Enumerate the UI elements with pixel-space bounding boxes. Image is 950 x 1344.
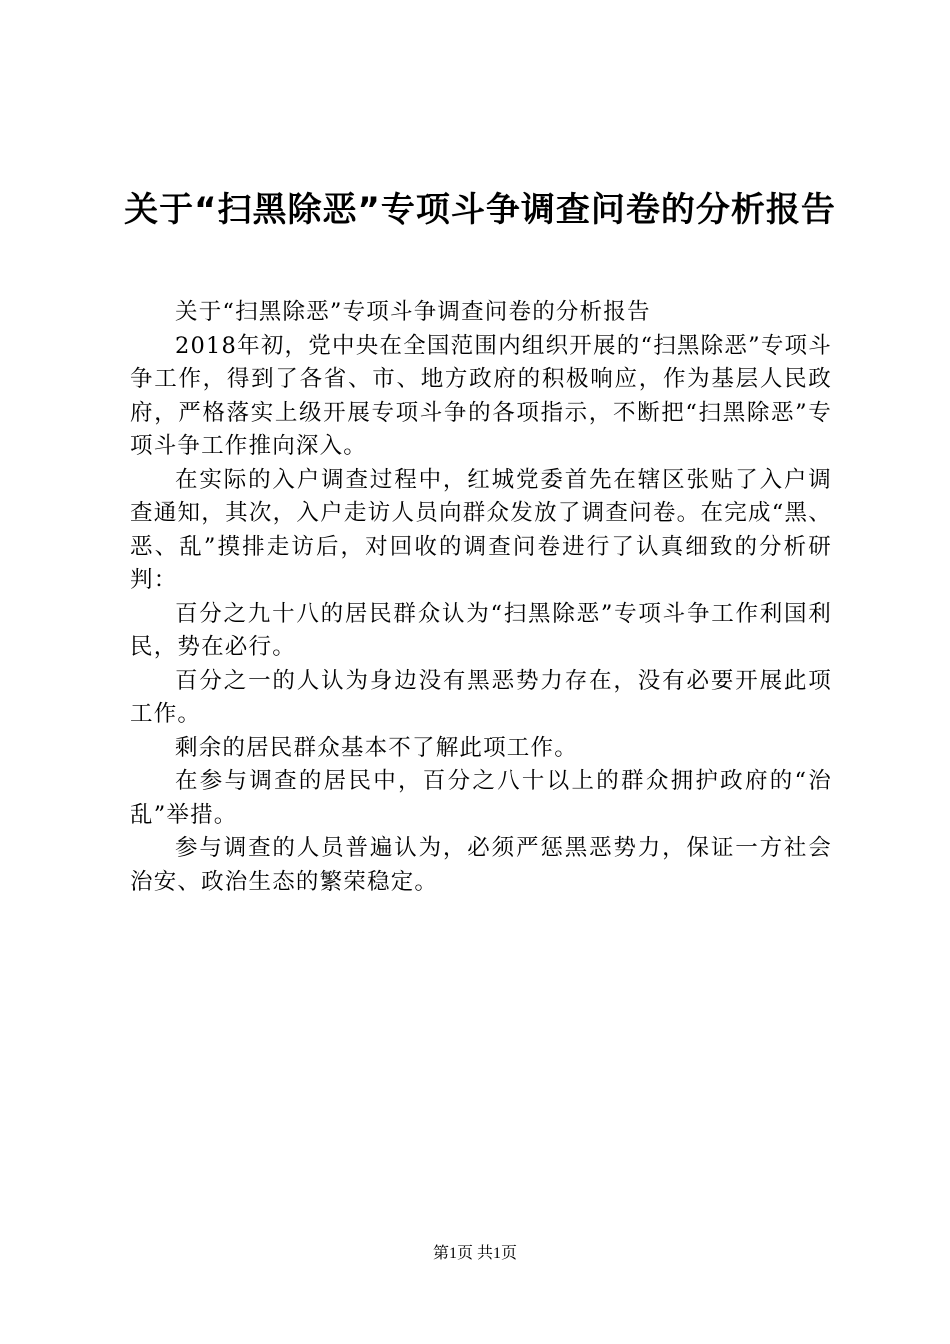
paragraph-finding-1-percent: 百分之一的人认为身边没有黑恶势力存在，没有必要开展此项工作。 bbox=[130, 667, 832, 727]
paragraph-conclusion: 参与调查的人员普遍认为，必须严惩黑恶势力，保证一方社会治安、政治生态的繁荣稳定。 bbox=[130, 835, 832, 895]
paragraph-finding-80-percent: 在参与调查的居民中，百分之八十以上的群众拥护政府的“治乱”举措。 bbox=[130, 768, 832, 828]
paragraph-finding-remaining: 剩余的居民群众基本不了解此项工作。 bbox=[175, 734, 578, 761]
paragraph-finding-98-percent: 百分之九十八的居民群众认为“扫黑除恶”专项斗争工作利国利民，势在必行。 bbox=[130, 600, 832, 660]
page-number-footer: 第1页 共1页 bbox=[432, 1245, 517, 1262]
paragraph-survey-process: 在实际的入户调查过程中，红城党委首先在辖区张贴了入户调查通知，其次，入户走访人员向群众发放了调查问卷。在完成“黑、恶、乱”摸排走访后，对回收的调查问卷进行了认真细致的分析研判： bbox=[130, 466, 832, 593]
document-body bbox=[130, 296, 832, 899]
document-title: 关于“扫黑除恶”专项斗争调查问卷的分析报告 bbox=[124, 190, 836, 230]
paragraph-heading-repeat: 关于“扫黑除恶”专项斗争调查问卷的分析报告 bbox=[175, 299, 651, 325]
paragraph-background: 2018年初，党中央在全国范围内组织开展的“扫黑除恶”专项斗争工作，得到了各省、市、地方政府的积极响应，作为基层人民政府，严格落实上级开展专项斗争的各项指示，不断把“扫黑除恶”专项斗争工作推向深入。 bbox=[130, 332, 832, 459]
